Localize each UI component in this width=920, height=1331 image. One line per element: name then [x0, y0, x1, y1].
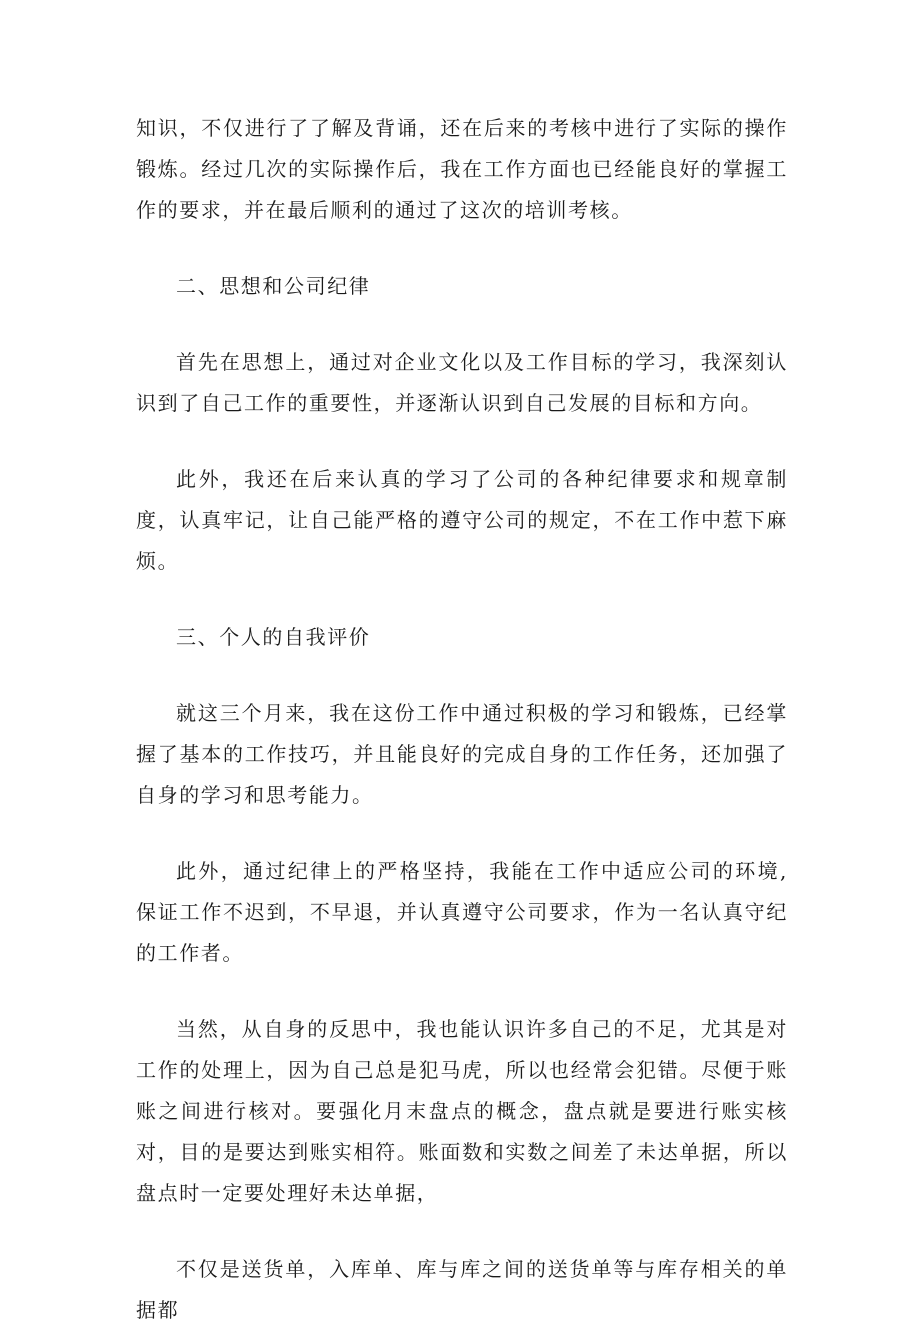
- section-heading-self-evaluation: 三、个人的自我评价: [176, 625, 371, 649]
- paragraph-continuation: 知识，不仅进行了了解及背诵，还在后来的考核中进行了实际的操作锻炼。经过几次的实际操作后，我在工作方面也已经能良好的掌握工作的要求，并在最后顺利的通过了这次的培训考核。: [136, 116, 788, 222]
- document-page: [136, 108, 788, 1331]
- paragraph-shortcomings: 当然，从自身的反思中，我也能认识许多自己的不足，尤其是对工作的处理上，因为自己总是犯马虎，所以也经常会犯错。尽便于账账之间进行核对。要强化月末盘点的概念，盘点就是要进行账实核对，目的是要达到账实相符。账面数和实数之间差了未达单据，所以盘点时一定要处理好未达单据，: [136, 1017, 788, 1205]
- paragraph-rules: 此外，我还在后来认真的学习了公司的各种纪律要求和规章制度，认真牢记，让自己能严格的遵守公司的规定，不在工作中惹下麻烦。: [136, 467, 788, 573]
- section-heading-discipline: 二、思想和公司纪律: [176, 274, 371, 298]
- paragraph-thinking: 首先在思想上，通过对企业文化以及工作目标的学习，我深刻认识到了自己工作的重要性，并逐渐认识到自己发展的目标和方向。: [136, 350, 788, 415]
- paragraph-three-months: 就这三个月来，我在这份工作中通过积极的学习和锻炼，已经掌握了基本的工作技巧，并且能良好的完成自身的工作任务，还加强了自身的学习和思考能力。: [136, 701, 788, 807]
- paragraph-discipline-result: 此外，通过纪律上的严格坚持，我能在工作中适应公司的环境,保证工作不迟到，不早退，并认真遵守公司要求，作为一名认真守纪的工作者。: [136, 859, 788, 965]
- paragraph-documents: 不仅是送货单，入库单、库与库之间的送货单等与库存相关的单据都: [136, 1257, 788, 1322]
